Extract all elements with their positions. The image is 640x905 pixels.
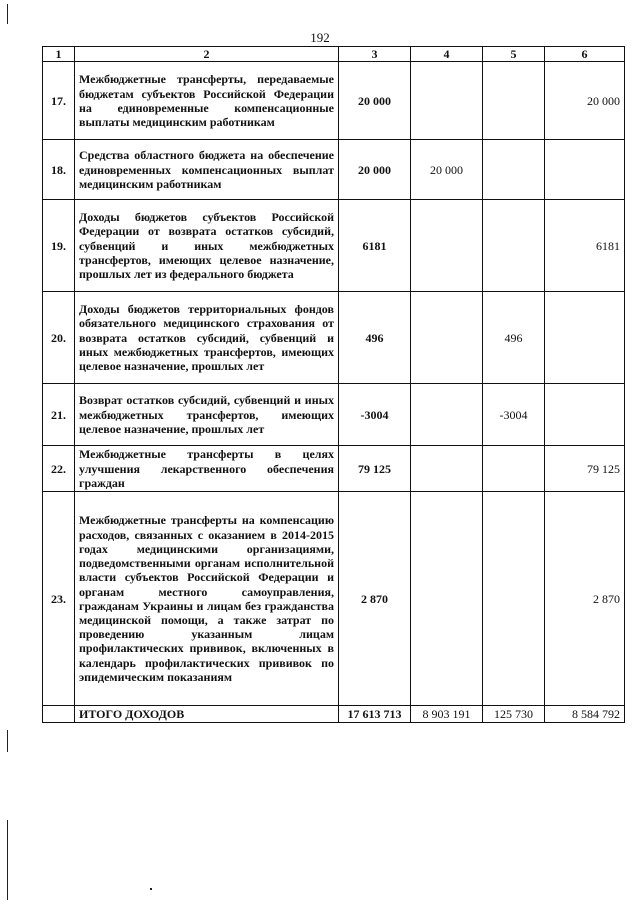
cell-col4 xyxy=(411,384,483,446)
scan-mark xyxy=(7,820,8,900)
row-name: Доходы бюджетов территориальных фондов обязательного медицинского страхования от возврата остатков субсидий, субвенций и иных межбюджетных трансфертов, имеющих целевое назначение, прошлых лет xyxy=(75,292,339,384)
total-col4: 8 903 191 xyxy=(411,706,483,723)
table-row xyxy=(43,384,625,446)
total-col3: 17 613 713 xyxy=(339,706,411,723)
row-name: Доходы бюджетов субъектов Российской Федерации от возврата остатков субсидий, субвенций и иных межбюджетных трансфертов, имеющих целевое назначение, прошлых лет из федерального бюджета xyxy=(75,200,339,292)
column-header: 5 xyxy=(483,47,545,62)
cell-col6 xyxy=(545,384,625,446)
total-row xyxy=(43,706,625,723)
cell-col4 xyxy=(411,292,483,384)
cell-col4 xyxy=(411,62,483,140)
cell-col5 xyxy=(483,62,545,140)
cell-col5 xyxy=(483,492,545,706)
total-col6: 8 584 792 xyxy=(545,706,625,723)
row-name: Межбюджетные трансферты, передаваемые бюджетам субъектов Российской Федерации на единовременные компенсационные выплаты медицинским работникам xyxy=(75,62,339,140)
scan-mark xyxy=(150,888,152,890)
cell-col6: 2 870 xyxy=(545,492,625,706)
scan-mark xyxy=(7,4,8,24)
column-header: 4 xyxy=(411,47,483,62)
row-name: Межбюджетные трансферты на компенсацию расходов, связанных с оказанием в 2014-2015 годах медицинскими организациями, подведомственными органам исполнительной власти субъектов Российской Федерации и органам местного самоуправления, гражданам Украины и лицам без гражданства медицинской помощи, а также затрат по проведению указанным лицам профилактических прививок, включенных в календарь профилактических прививок по эпидемическим показаниям xyxy=(75,492,339,706)
income-table xyxy=(42,46,625,723)
table-row xyxy=(43,292,625,384)
cell-col6 xyxy=(545,292,625,384)
cell-col4 xyxy=(411,200,483,292)
total-col5: 125 730 xyxy=(483,706,545,723)
cell-col3: -3004 xyxy=(339,384,411,446)
row-name: Межбюджетные трансферты в целях улучшения лекарственного обеспечения граждан xyxy=(75,446,339,492)
header-row xyxy=(43,47,625,62)
cell-col3: 20 000 xyxy=(339,62,411,140)
cell-col3: 6181 xyxy=(339,200,411,292)
column-header: 6 xyxy=(545,47,625,62)
column-header: 1 xyxy=(43,47,75,62)
cell-col3: 79 125 xyxy=(339,446,411,492)
cell-col4: 20 000 xyxy=(411,140,483,200)
cell-col6: 20 000 xyxy=(545,62,625,140)
cell-col6: 79 125 xyxy=(545,446,625,492)
cell-col5 xyxy=(483,140,545,200)
column-header: 2 xyxy=(75,47,339,62)
column-header: 3 xyxy=(339,47,411,62)
table-row xyxy=(43,492,625,706)
row-number: 23. xyxy=(43,492,75,706)
row-number: 17. xyxy=(43,62,75,140)
cell-col5: 496 xyxy=(483,292,545,384)
table-row xyxy=(43,446,625,492)
page-number: 192 xyxy=(310,30,330,45)
row-name: Возврат остатков субсидий, субвенций и иных межбюджетных трансфертов, имеющих целевое назначение, прошлых лет xyxy=(75,384,339,446)
row-number: 20. xyxy=(43,292,75,384)
cell-col3: 496 xyxy=(339,292,411,384)
row-number xyxy=(43,706,75,723)
row-number: 22. xyxy=(43,446,75,492)
cell-col6 xyxy=(545,140,625,200)
table-row xyxy=(43,62,625,140)
table-row xyxy=(43,140,625,200)
cell-col5: -3004 xyxy=(483,384,545,446)
row-number: 18. xyxy=(43,140,75,200)
cell-col4 xyxy=(411,446,483,492)
total-label: ИТОГО ДОХОДОВ xyxy=(75,706,339,723)
scan-mark xyxy=(7,730,8,752)
row-number: 19. xyxy=(43,200,75,292)
table-row xyxy=(43,200,625,292)
cell-col5 xyxy=(483,200,545,292)
cell-col4 xyxy=(411,492,483,706)
cell-col5 xyxy=(483,446,545,492)
cell-col3: 2 870 xyxy=(339,492,411,706)
row-number: 21. xyxy=(43,384,75,446)
cell-col3: 20 000 xyxy=(339,140,411,200)
cell-col6: 6181 xyxy=(545,200,625,292)
row-name: Средства областного бюджета на обеспечение единовременных компенсационных выплат медицинским работникам xyxy=(75,140,339,200)
